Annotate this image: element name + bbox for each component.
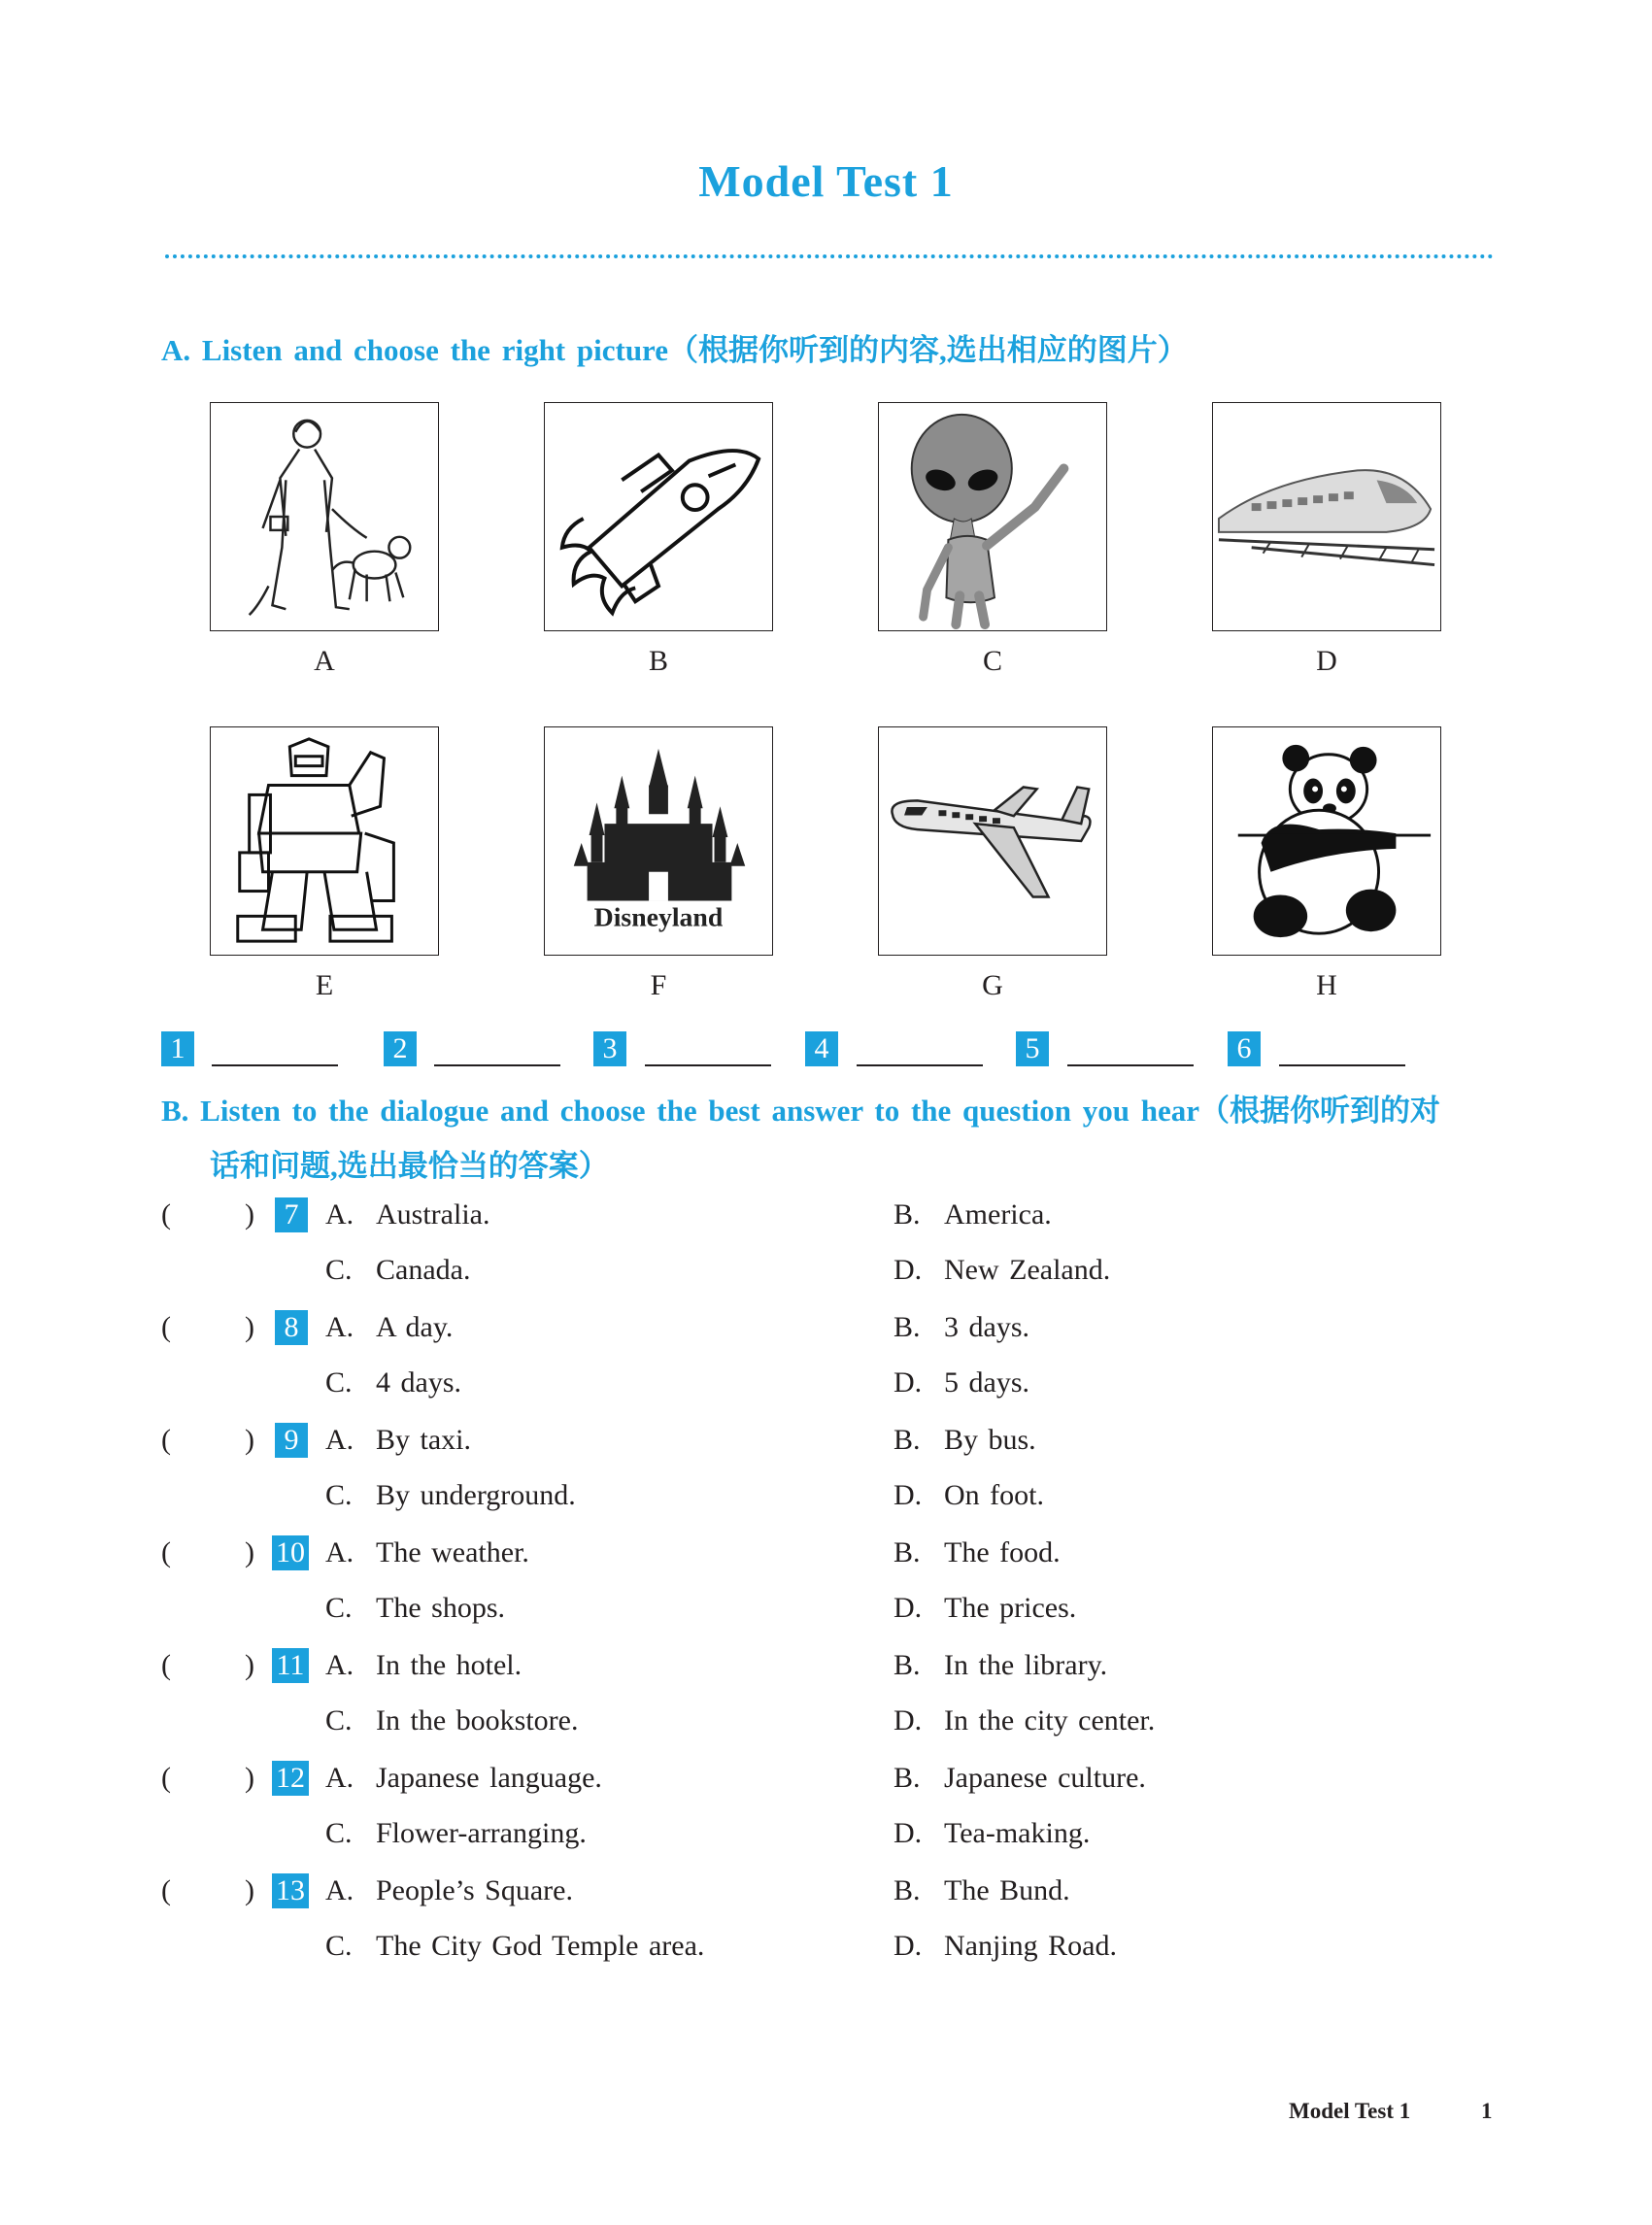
blind-man-guide-dog-icon <box>211 403 438 630</box>
panda-icon <box>1213 727 1440 955</box>
question-number: 13 <box>272 1873 309 1908</box>
option-c[interactable]: C. In the bookstore. <box>325 1704 579 1736</box>
picture-a <box>210 402 439 631</box>
question-number: 8 <box>275 1310 308 1345</box>
answer-paren-close: ) <box>245 1762 254 1794</box>
answer-paren-open[interactable]: ( <box>161 1536 171 1568</box>
answer-blank-1[interactable] <box>212 1062 338 1066</box>
answer-number-2: 2 <box>384 1031 417 1066</box>
picture-label-d: D <box>1316 645 1337 677</box>
answer-paren-close: ) <box>245 1198 254 1230</box>
answer-paren-open[interactable]: ( <box>161 1762 171 1794</box>
question-number: 12 <box>272 1761 309 1796</box>
question-number: 11 <box>272 1648 309 1683</box>
picture-label-a: A <box>314 645 335 677</box>
option-c[interactable]: C. The shops. <box>325 1592 505 1624</box>
option-c[interactable]: C. Canada. <box>325 1254 471 1286</box>
answer-number-1: 1 <box>161 1031 194 1066</box>
answer-blank-4[interactable] <box>857 1062 983 1066</box>
answer-blank-2[interactable] <box>434 1062 560 1066</box>
answer-paren-open[interactable]: ( <box>161 1649 171 1681</box>
picture-e <box>210 726 439 956</box>
question-number: 7 <box>275 1197 308 1232</box>
answer-number-4: 4 <box>805 1031 838 1066</box>
airplane-icon <box>879 727 1106 955</box>
option-b[interactable]: B. By bus. <box>893 1424 1036 1456</box>
option-d[interactable]: D. In the city center. <box>893 1704 1156 1736</box>
option-a[interactable]: A. By taxi. <box>325 1424 471 1456</box>
page-title: Model Test 1 <box>698 156 954 206</box>
picture-f <box>544 726 773 956</box>
option-a[interactable]: A. Australia. <box>325 1198 490 1230</box>
answer-paren-close: ) <box>245 1536 254 1568</box>
question-number: 9 <box>275 1423 308 1458</box>
alien-icon <box>879 403 1106 630</box>
high-speed-train-icon <box>1213 403 1440 630</box>
option-a[interactable]: A. People’s Square. <box>325 1874 573 1906</box>
option-c[interactable]: C. The City God Temple area. <box>325 1930 705 1962</box>
option-c[interactable]: C. Flower-arranging. <box>325 1817 587 1849</box>
picture-g <box>878 726 1107 956</box>
answer-paren-close: ) <box>245 1424 254 1456</box>
question-number: 10 <box>272 1535 309 1570</box>
answer-paren-open[interactable]: ( <box>161 1198 171 1230</box>
picture-label-c: C <box>982 645 1002 677</box>
option-d[interactable]: D. New Zealand. <box>893 1254 1111 1286</box>
option-d[interactable]: D. Nanjing Road. <box>893 1930 1117 1962</box>
option-b[interactable]: B. The Bund. <box>893 1874 1070 1906</box>
answer-blank-6[interactable] <box>1279 1062 1405 1066</box>
answer-paren-open[interactable]: ( <box>161 1311 171 1343</box>
option-b[interactable]: B. 3 days. <box>893 1311 1029 1343</box>
picture-d <box>1212 402 1441 631</box>
option-b[interactable]: B. America. <box>893 1198 1052 1230</box>
answer-paren-close: ) <box>245 1311 254 1343</box>
option-b[interactable]: B. In the library. <box>893 1649 1108 1681</box>
picture-label-b: B <box>648 645 668 677</box>
robot-icon <box>211 727 438 955</box>
option-d[interactable]: D. The prices. <box>893 1592 1077 1624</box>
rocket-icon <box>545 403 772 630</box>
option-a[interactable]: A. The weather. <box>325 1536 529 1568</box>
answer-blank-5[interactable] <box>1067 1062 1194 1066</box>
answer-paren-open[interactable]: ( <box>161 1874 171 1906</box>
picture-label-e: E <box>315 969 334 1001</box>
option-c[interactable]: C. 4 days. <box>325 1366 461 1399</box>
option-b[interactable]: B. The food. <box>893 1536 1061 1568</box>
option-d[interactable]: D. On foot. <box>893 1479 1044 1511</box>
section-b-heading-line1: B. Listen to the dialogue and choose the best answer to the question you hear（根据你听到的对 <box>161 1094 1441 1128</box>
option-c[interactable]: C. By underground. <box>325 1479 576 1511</box>
option-a[interactable]: A. A day. <box>325 1311 454 1343</box>
answer-number-6: 6 <box>1228 1031 1261 1066</box>
disneyland-logo-text: Disneyland <box>593 902 724 933</box>
option-d[interactable]: D. Tea-making. <box>893 1817 1091 1849</box>
picture-label-f: F <box>650 969 667 1001</box>
page-number: 1 <box>1481 2099 1493 2123</box>
answer-paren-open[interactable]: ( <box>161 1424 171 1456</box>
option-b[interactable]: B. Japanese culture. <box>893 1762 1146 1794</box>
answer-blank-3[interactable] <box>645 1062 771 1066</box>
picture-label-h: H <box>1316 969 1337 1001</box>
option-d[interactable]: D. 5 days. <box>893 1366 1029 1399</box>
picture-c <box>878 402 1107 631</box>
footer-title: Model Test 1 <box>1289 2099 1411 2123</box>
section-a-heading: A. Listen and choose the right picture（根据你听到的内容,选出相应的图片） <box>161 333 1188 367</box>
picture-label-g: G <box>982 969 1003 1001</box>
dotted-divider <box>165 254 1494 258</box>
answer-number-5: 5 <box>1016 1031 1049 1066</box>
section-b-heading-line2: 话和问题,选出最恰当的答案） <box>210 1149 609 1183</box>
option-a[interactable]: A. Japanese language. <box>325 1762 602 1794</box>
answer-paren-close: ) <box>245 1874 254 1906</box>
picture-b <box>544 402 773 631</box>
disneyland-castle-icon <box>545 727 772 955</box>
picture-h <box>1212 726 1441 956</box>
answer-number-3: 3 <box>593 1031 626 1066</box>
answer-paren-close: ) <box>245 1649 254 1681</box>
option-a[interactable]: A. In the hotel. <box>325 1649 523 1681</box>
